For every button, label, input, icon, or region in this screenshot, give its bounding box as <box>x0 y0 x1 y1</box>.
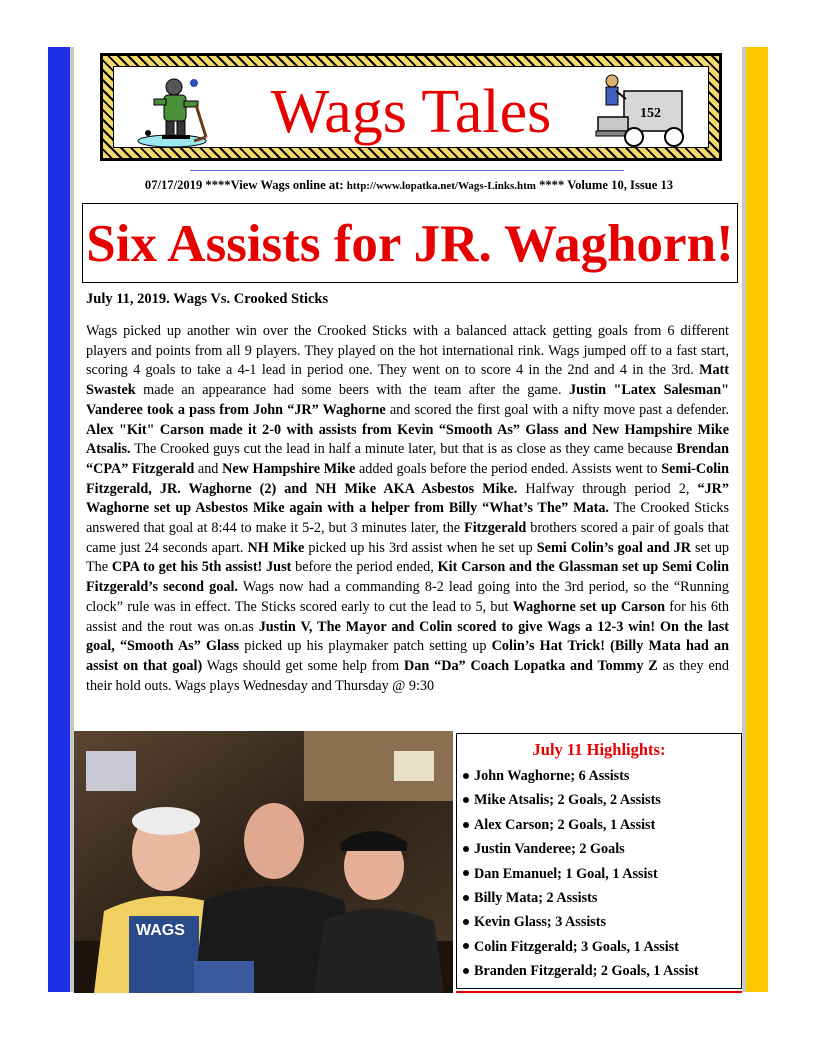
headline-box <box>82 203 738 283</box>
story-bold-run: Semi Colin’s goal and JR <box>536 539 692 556</box>
team-photo <box>74 731 453 993</box>
highlight-item <box>463 764 699 788</box>
story-text-run: The Crooked guys cut the lead in half a minute later, but that is as close as they came because <box>130 441 677 458</box>
story-bold-run: Matt Swastek <box>86 362 729 399</box>
bullet-icon <box>463 919 469 925</box>
story-text-run: and <box>194 460 223 477</box>
story-bold-run: Justin V, The Mayor and Colin scored to give Wags a 12-3 win! On the last goal, “Smooth As” Glass <box>86 618 729 655</box>
zamboni-badge: 152 <box>640 106 661 121</box>
story-text-run: and scored the first goal with a nifty move past a defender. <box>385 401 729 418</box>
masthead-rule <box>190 170 624 171</box>
game-dateline: July 11, 2019. Wags Vs. Crooked Sticks <box>86 291 329 307</box>
highlight-text: Billy Mata; 2 Assists <box>474 889 598 906</box>
highlight-text: Alex Carson; 2 Goals, 1 Assist <box>474 816 656 833</box>
bullet-icon <box>463 822 469 828</box>
masthead <box>100 53 722 161</box>
story-text-run: picked up his playmaker patch setting up <box>239 638 492 655</box>
bullet-icon <box>463 968 469 974</box>
highlight-item <box>463 959 699 983</box>
highlights-box <box>456 733 742 989</box>
right-yellow-border <box>746 47 768 992</box>
bullet-icon <box>463 870 469 876</box>
story-text-run: for his 6th assist and the rout was on.as <box>86 598 729 635</box>
story-text-run: added goals before the period ended. Assists went to <box>355 460 662 477</box>
story-bold-run: NH Mike <box>247 539 305 556</box>
team-photo-image <box>74 731 453 993</box>
story-bold-run: Alex "Kit" Carson made it 2-0 with assists from Kevin “Smooth As” Glass and New Hampshire Mike Atsalis. <box>86 421 729 458</box>
story-bold-run: “JR” Waghorne set up Asbestos Mike again with a helper from Billy “What’s The” Mata. <box>86 480 729 517</box>
highlight-item <box>463 886 699 910</box>
story-text-run: Wags picked up another win over the Crooked Sticks with a balanced attack getting goals from 6 different players and points from all 9 players. They played on the hot international rink. Wags jumped off to a fast start, scoring 4 goals to take a 4-1 lead in period one. They went on to score 4 in the 2nd and 4 in the 3rd. <box>86 323 729 379</box>
bullet-icon <box>463 846 469 852</box>
bullet-icon <box>463 943 469 949</box>
left-blue-border <box>48 47 70 992</box>
story-bold-run: Fitzgerald <box>464 520 527 537</box>
story-text-run: Halfway through period 2, <box>517 480 698 497</box>
story-text-run: set up The <box>86 539 730 576</box>
issue-line <box>84 178 734 193</box>
highlight-text: Justin Vanderee; 2 Goals <box>474 841 625 858</box>
issue-prefix: ****View Wags online at: <box>202 178 347 192</box>
website-link[interactable]: http://www.lopatka.net/Wags-Links.htm <box>346 180 536 192</box>
story-text-run: Wags should get some help from <box>202 657 405 674</box>
game-story <box>86 322 729 696</box>
highlight-text: Mike Atsalis; 2 Goals, 2 Assists <box>474 792 661 809</box>
highlight-item <box>463 813 699 837</box>
bullet-icon <box>463 797 469 803</box>
highlight-text: Kevin Glass; 3 Assists <box>474 914 607 931</box>
highlight-text: Colin Fitzgerald; 3 Goals, 1 Assist <box>474 938 679 955</box>
bullet-icon <box>463 895 469 901</box>
story-bold-run: Colin’s Hat Trick! (Billy Mata had an assist on that goal) <box>86 638 729 674</box>
story-bold-run: Brendan “CPA” Fitzgerald <box>86 441 729 477</box>
highlight-text: John Waghorne; 6 Assists <box>474 768 630 784</box>
highlight-item <box>463 910 699 934</box>
highlights-title: July 11 Highlights: <box>532 740 666 759</box>
issue-date: 07/17/2019 <box>144 178 203 192</box>
newsletter-title: Wags Tales <box>270 78 552 146</box>
zamboni-icon <box>594 73 692 149</box>
highlight-item <box>463 788 699 812</box>
highlight-item <box>463 837 699 861</box>
story-text-run: before the period ended, <box>291 559 438 576</box>
story-text-run: Wags now had a commanding 8-2 lead going into the 3rd period, so the “Running clock” rule was in effect. The Sticks scored early to cut the lead to 5, but <box>86 579 729 615</box>
bullet-icon <box>463 773 469 779</box>
highlight-text: Dan Emanuel; 1 Goal, 1 Assist <box>474 865 658 882</box>
headline: Six Assists for JR. Waghorn! <box>86 215 734 273</box>
highlights-bottom-rule <box>456 991 742 993</box>
highlights-list <box>463 764 699 984</box>
story-bold-run: Waghorne set up Carson <box>512 598 666 615</box>
story-bold-run: Justin "Latex Salesman" Vanderee took a pass from John “JR” Waghorne <box>86 382 729 418</box>
shirt-text: WAGS <box>136 922 185 939</box>
story-bold-run: Kit Carson and the Glassman set up Semi Colin Fitzgerald’s second goal. <box>86 559 730 596</box>
highlight-item <box>463 935 699 959</box>
issue-volume: **** Volume 10, Issue 13 <box>535 178 674 192</box>
story-text-run: brothers scored a pair of goals that came just 24 seconds apart. <box>86 520 730 556</box>
story-text-run: made an appearance had some beers with the team after the game. <box>135 382 569 399</box>
story-text-run: picked up his 3rd assist when he set up <box>304 539 537 556</box>
story-bold-run: CPA to get his 5th assist! Just <box>111 559 292 576</box>
highlight-text: Branden Fitzgerald; 2 Goals, 1 Assist <box>474 963 699 980</box>
masthead-inner <box>113 66 709 148</box>
story-text-run: The Crooked Sticks answered that goal at 8:44 to make it 5-2, but 3 minutes later, the <box>86 500 729 537</box>
highlight-item <box>463 862 699 886</box>
story-text-run: as they end their hold outs. Wags plays Wednesday and Thursday @ 9:30 <box>86 657 729 694</box>
story-bold-run: Semi-Colin Fitzgerald, JR. Waghorne (2) and NH Mike AKA Asbestos Mike. <box>86 460 729 497</box>
story-bold-run: Dan “Da” Coach Lopatka and Tommy Z <box>404 657 658 674</box>
story-bold-run: New Hampshire Mike <box>222 460 356 477</box>
